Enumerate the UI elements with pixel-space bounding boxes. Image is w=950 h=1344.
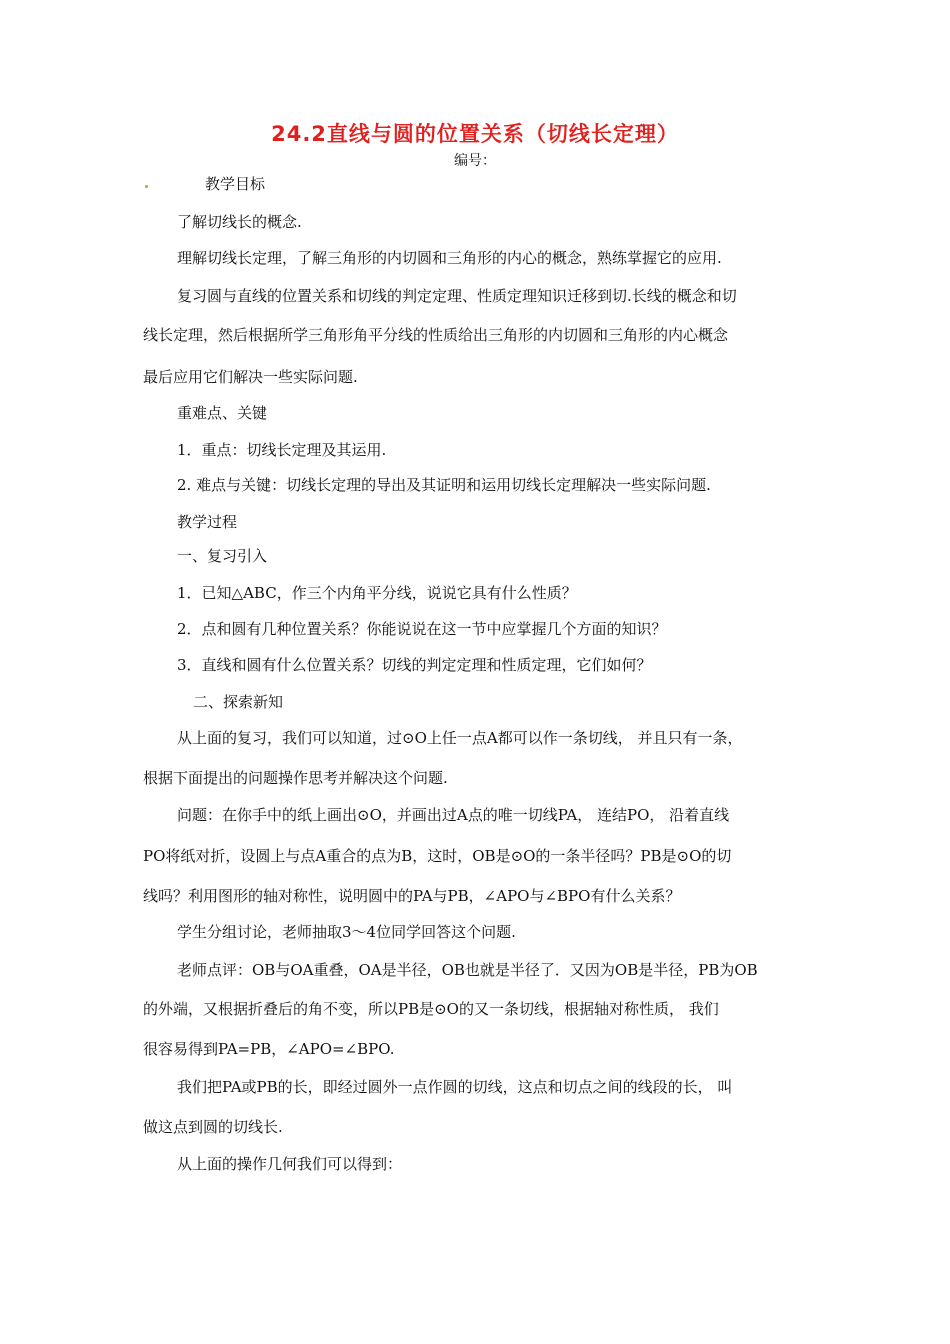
decorative-dot xyxy=(145,185,148,188)
paragraph: 二、探索新知 xyxy=(193,693,284,711)
paragraph: 从上面的复习，我们可以知道，过⊙O上任一点A都可以作一条切线， 并且只有一条， xyxy=(177,729,743,747)
paragraph: 复习圆与直线的位置关系和切线的判定定理、性质定理知识迁移到切.长线的概念和切 xyxy=(177,287,737,305)
paragraph: 很容易得到PA=PB，∠APO=∠BPO. xyxy=(143,1040,395,1058)
paragraph: 重难点、关键 xyxy=(177,404,268,422)
paragraph: 老师点评：OB与OA重叠，OA是半径，OB也就是半径了．又因为OB是半径，PB为OB xyxy=(177,961,758,979)
paragraph: 线长定理，然后根据所学三角形角平分线的性质给出三角形的内切圆和三角形的内心概念 xyxy=(143,326,729,344)
paragraph: 做这点到圆的切线长. xyxy=(143,1118,283,1136)
paragraph: 理解切线长定理，了解三角形的内切圆和三角形的内心的概念，熟练掌握它的应用. xyxy=(177,249,722,267)
paragraph: 最后应用它们解决一些实际问题. xyxy=(143,368,358,386)
number-label: 编号： xyxy=(454,153,496,169)
paragraph: 线吗？利用图形的轴对称性，说明圆中的PA与PB，∠APO与∠BPO有什么关系？ xyxy=(143,887,681,905)
paragraph: PO将纸对折，设圆上与点A重合的点为B，这时，OB是⊙O的一条半径吗？PB是⊙O的切 xyxy=(143,847,732,865)
paragraph: 我们把PA或PB的长，即经过圆外一点作圆的切线，这点和切点之间的线段的长， 叫 xyxy=(177,1078,733,1096)
paragraph: 3．直线和圆有什么位置关系？切线的判定定理和性质定理，它们如何？ xyxy=(177,656,652,674)
paragraph: 从上面的操作几何我们可以得到： xyxy=(177,1155,403,1173)
paragraph: 教学过程 xyxy=(177,513,238,531)
paragraph: 2. 难点与关键：切线长定理的导出及其证明和运用切线长定理解决一些实际问题. xyxy=(177,476,711,494)
paragraph: 学生分组讨论，老师抽取3～4位同学回答这个问题. xyxy=(177,923,516,941)
paragraph: 一、复习引入 xyxy=(177,547,268,565)
paragraph: 教学目标 xyxy=(205,175,266,193)
paragraph: 根据下面提出的问题操作思考并解决这个问题. xyxy=(143,769,448,787)
paragraph: 1．已知△ABC，作三个内角平分线，说说它具有什么性质？ xyxy=(177,584,577,602)
paragraph: 2．点和圆有几种位置关系？你能说说在这一节中应掌握几个方面的知识？ xyxy=(177,620,667,638)
paragraph: 了解切线长的概念. xyxy=(177,213,302,231)
paragraph: 的外端，又根据折叠后的角不变，所以PB是⊙O的又一条切线，根据轴对称性质， 我们 xyxy=(143,1000,719,1018)
paragraph: 1．重点：切线长定理及其运用. xyxy=(177,441,387,459)
document-title: 24.2直线与圆的位置关系（切线长定理） xyxy=(271,122,679,146)
paragraph: 问题：在你手中的纸上画出⊙O，并画出过A点的唯一切线PA， 连结PO， 沿着直线 xyxy=(177,806,730,824)
